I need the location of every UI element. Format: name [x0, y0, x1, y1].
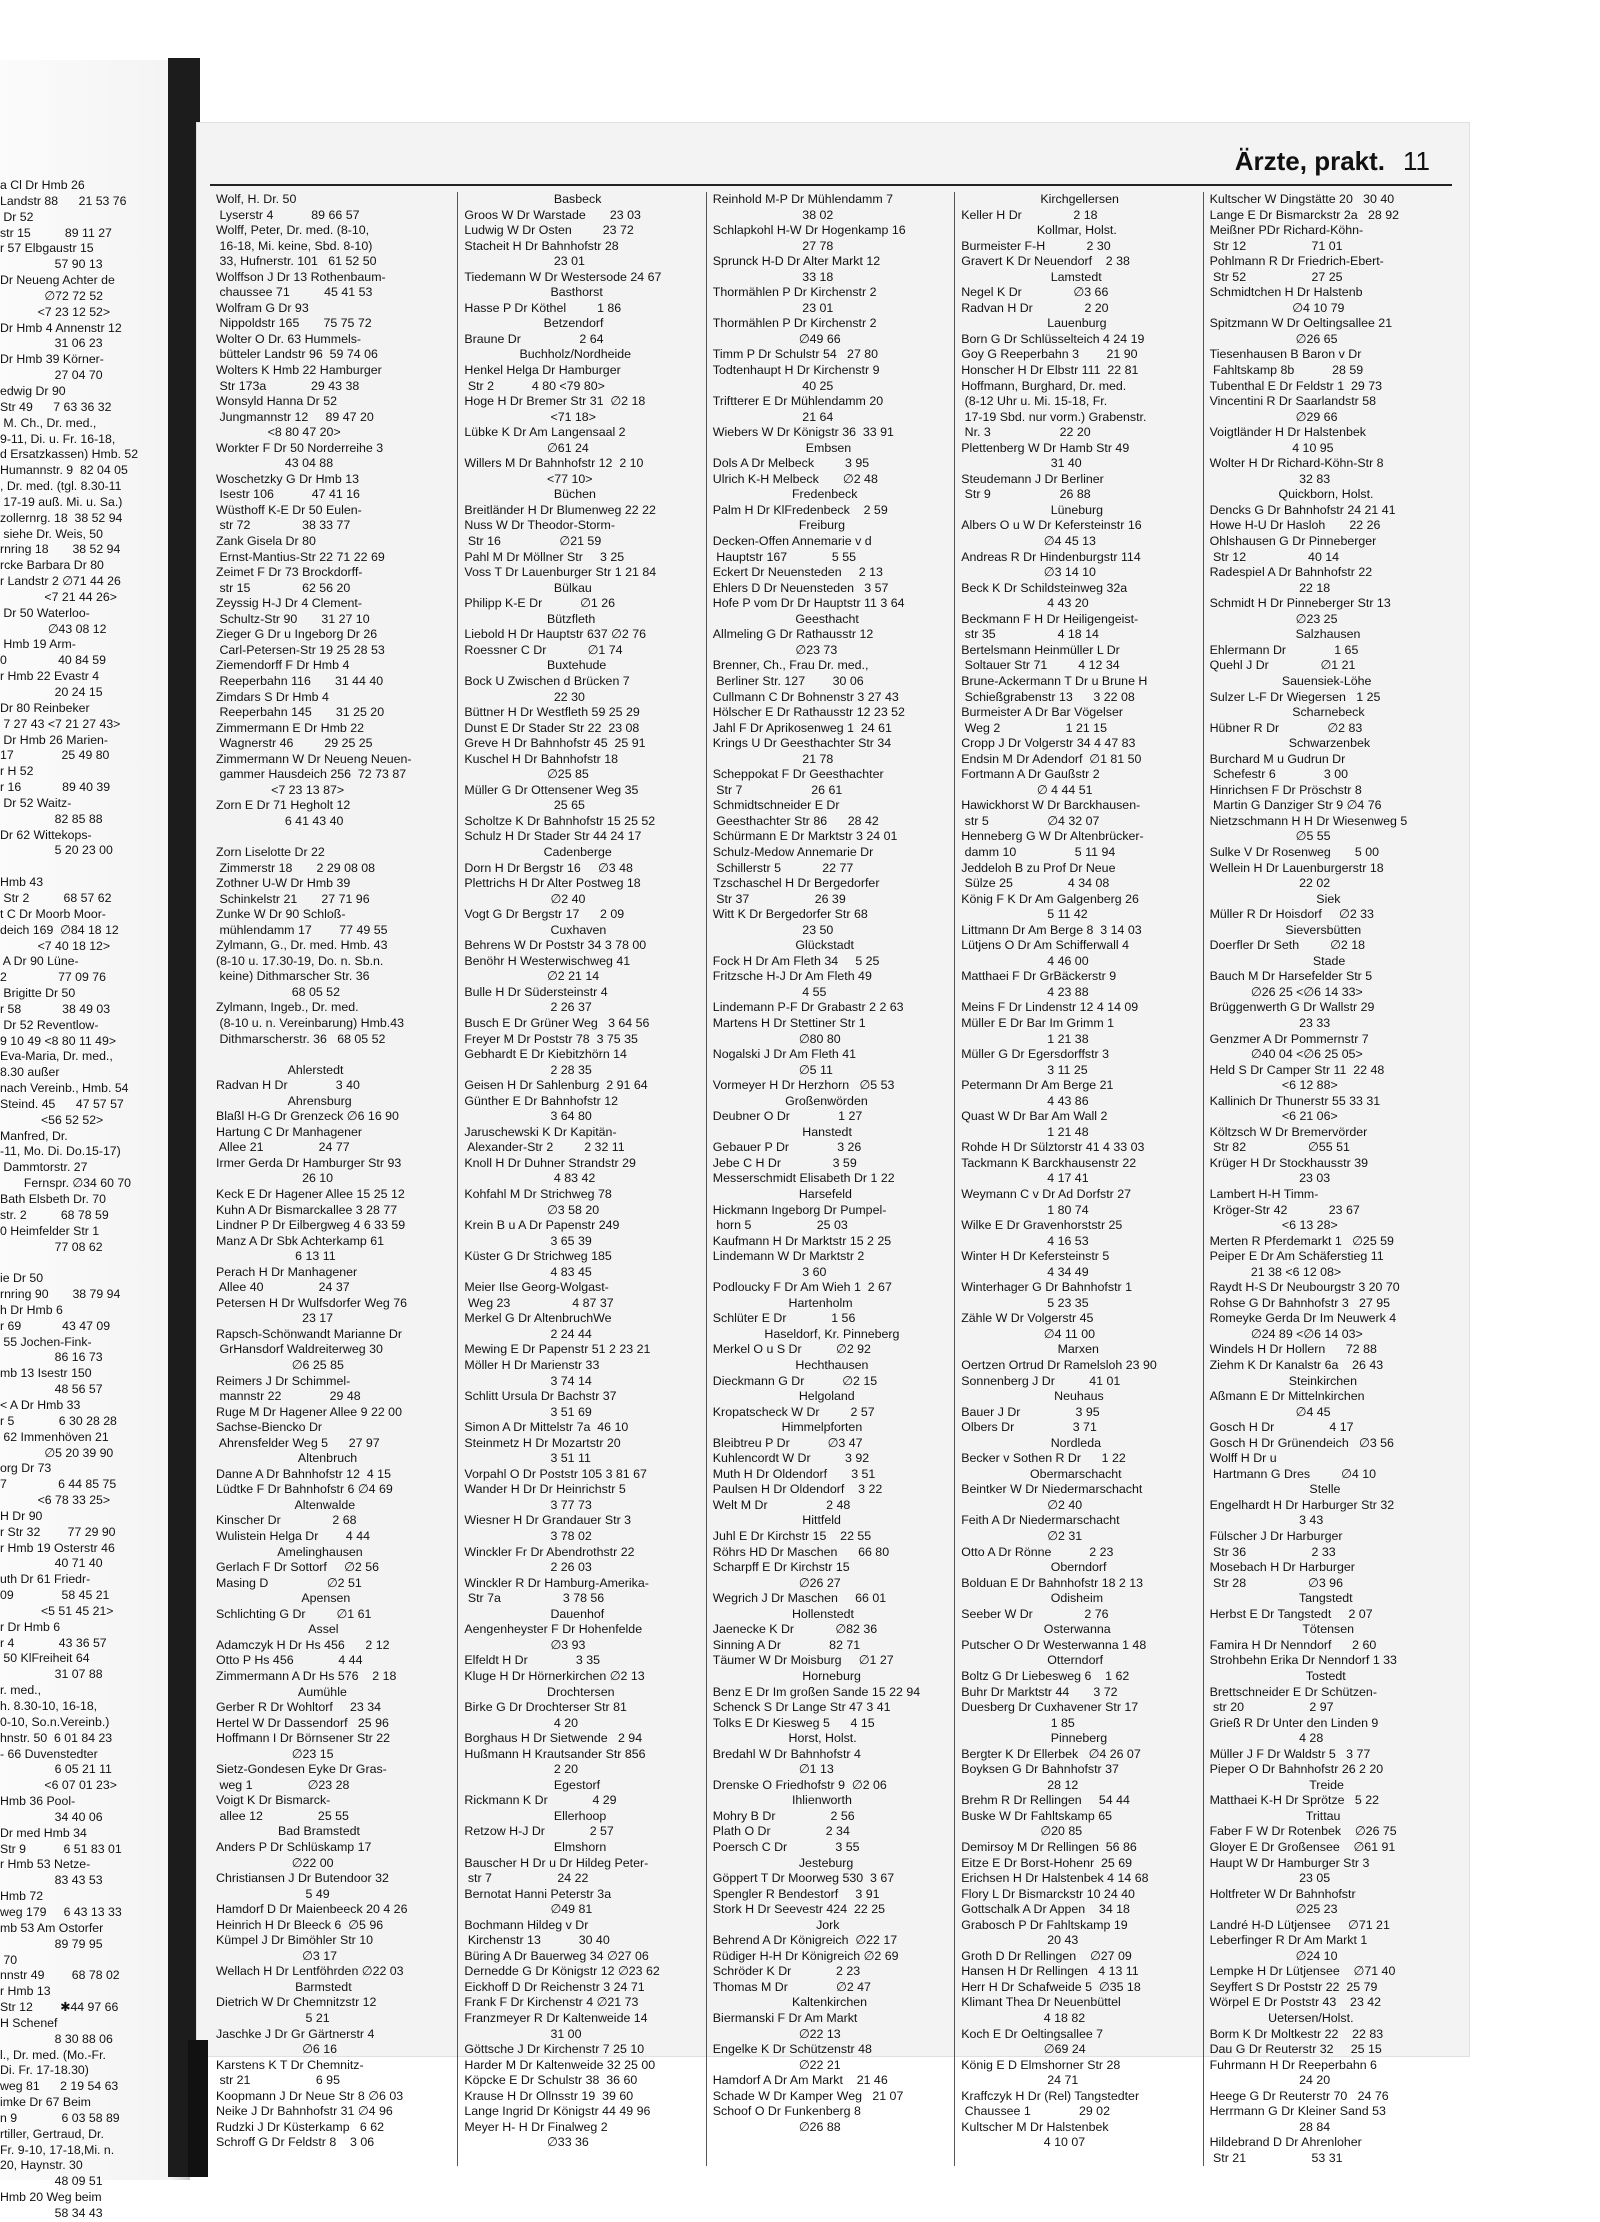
left-page-fragment — [0, 178, 180, 2220]
column-3 — [707, 192, 955, 2166]
column-4-text: Kirchgellersen Keller H Dr 2 18 Kollmar, Holst. Burmeister F-H 2 30 Gravert K Dr Neuendorf 2 38 Lamstedt Negel K Dr ∅3 66 Radvan H Dr 2 20 Lauenburg Born G Dr Schlüsselteich 4 24 19 Goy G Reeperbahn 3 21 90 Honscher H Dr Elbstr 111 22 81 Hoffmann, Burghard, Dr. med. (8-12 Uhr u. Mi. 15-18, Fr. 17-19 Sbd. nur vorm.) Grabenstr. Nr. 3 22 20 Plettenberg W Dr Hamb Str 49 31 40 Steudemann J Dr Berliner Str 9 26 88 Lüneburg Albers O u W Dr Kefersteinstr 16 ∅4 45 13 Andreas R Dr Hindenburgstr 114 ∅3 14 10 Beck K Dr Schildsteinweg 32a 4 43 20 Beckmann F H Dr Heiligengeist- str 35 4 18 14 Bertelsmann Heinmüller L Dr Soltauer Str 71 4 12 34 Brune-Ackermann T Dr u Brune H Schießgrabenstr 13 3 22 08 Burmeister A Dr Bar Vögelser Weg 2 1 21 15 Cropp J Dr Volgerstr 34 4 47 83 Endsin M Dr Adendorf ∅1 81 50 Fortmann A Dr Gaußstr 2 ∅ 4 44 51 Hawickhorst W Dr Barckhausen- str 5 ∅4 32 07 Henneberg G W Dr Altenbrücker- damm 10 5 11 94 Jeddeloh B zu Prof Dr Neue Sülze 25 4 34 08 König F K Dr Am Galgenberg 26 5 11 42 Littmann Dr Am Berge 8 3 14 03 Lütjens O Dr Am Schifferwall 4 4 46 00 Matthaei F Dr GrBäckerstr 9 4 23 88 Meins F Dr Lindenstr 12 4 14 09 Müller E Dr Bar Im Grimm 1 1 21 38 Müller G Dr Egersdorffstr 3 3 11 25 Petermann Dr Am Berge 21 4 43 86 Quast W Dr Bar Am Wall 2 1 21 48 Rohde H Dr Sülztorstr 41 4 33 03 Tackmann K Barckhausenstr 22 4 17 41 Weymann C v Dr Ad Dorfstr 27 1 80 74 Wilke E Dr Gravenhorststr 25 4 16 53 Winter H Dr Kefersteinstr 5 4 34 49 Winterhager G Dr Bahnhofstr 1 5 23 35 Zähle W Dr Volgerstr 45 ∅4 11 00 Marxen Oertzen Ortrud Dr Ramelsloh 23 90 Sonnenberg J Dr 41 01 Neuhaus Bauer J Dr 3 95 Olbers Dr 3 71 Nordleda Becker v Sothen R Dr 1 22 Obermarschacht Beintker W Dr Niedermarschacht ∅2 40 Feith A Dr Niedermarschacht ∅2 31 Otto A Dr Rönne 2 23 Oberndorf Bolduan E Dr Bahnhofstr 18 2 13 Odisheim Seeber W Dr 2 76 Osterwanna Putscher O Dr Westerwanna 1 48 Otterndorf Boltz G Dr Liebesweg 6 1 62 Buhr Dr Marktstr 44 3 72 Duesberg Dr Cuxhavener Str 17 1 85 Pinneberg Bergter K Dr Ellerbek ∅4 26 07 Boyksen G Dr Bahnhofstr 37 28 12 Brehm R Dr Rellingen 54 44 Buske W Dr Fahltskamp 65 ∅20 85 Demirsoy M Dr Rellingen 56 86 Eitze E Dr Borst-Hohenr 25 69 Erichsen H Dr Halstenbek 4 14 68 Flory L Dr Bismarckstr 10 24 40 Gottschalk A Dr Appen 34 18 Grabosch P Dr Fahltskamp 19 20 43 Groth D Dr Rellingen ∅27 09 Hansen H Dr Rellingen 4 13 11 Herr H Dr Schafweide 5 ∅35 18 Klimant Thea Dr Neuenbüttel 4 18 82 Koch E Dr Oeltingsallee 7 ∅69 24 König E D Elmshorner Str 28 24 71 Kraffczyk H Dr (Rel) Tangstedter Chaussee 1 29 02 Kultscher M Dr Halstenbek 4 10 07 — [961, 192, 1157, 2150]
listing-columns — [210, 192, 1452, 2165]
column-5-text: Kultscher W Dingstätte 20 30 40 Lange E Dr Bismarckstr 2a 28 92 Meißner PDr Richard-Köhn- Str 12 71 01 Pohlmann R Dr Friedrich-Ebert- Str 52 27 25 Schmidtchen H Dr Halstenb ∅4 10 79 Spitzmann W Dr Oeltingsallee 21 ∅26 65 Tiesenhausen B Baron v Dr Fahltskamp 8b 28 59 Tubenthal E Dr Feldstr 1 29 73 Vincentini R Dr Saarlandstr 58 ∅29 66 Voigtländer H Dr Halstenbek 4 10 95 Wolter H Dr Richard-Köhn-Str 8 32 83 Quickborn, Holst. Dencks G Dr Bahnhofstr 24 21 41 Howe H-U Dr Hasloh 22 26 Ohlshausen G Dr Pinneberger Str 12 40 14 Radespiel A Dr Bahnhofstr 22 22 18 Schmidt H Dr Pinneberger Str 13 ∅23 25 Salzhausen Ehlermann Dr 1 65 Quehl J Dr ∅1 21 Sauensiek-Löhe Sulzer L-F Dr Wiegersen 1 25 Scharnebeck Hübner R Dr ∅2 83 Schwarzenbek Burchard M u Gudrun Dr Schefestr 6 3 00 Hinrichsen F Dr Pröschstr 8 Martin G Danziger Str 9 ∅4 76 Nietzschmann H H Dr Wiesenweg 5 ∅5 55 Sulke V Dr Rosenweg 5 00 Wellein H Dr Lauenburgerstr 18 22 02 Siek Müller R Dr Hoisdorf ∅2 33 Sieversbütten Doerfler Dr Seth ∅2 18 Stade Bauch M Dr Harsefelder Str 5 ∅26 25 <∅6 14 33> Brüggenwerth G Dr Wallstr 29 23 33 Genzmer A Dr Pommernstr 7 ∅40 04 <∅6 25 05> Held S Dr Camper Str 11 22 48 <6 12 88> Kallinich Dr Thunerstr 55 33 31 <6 21 06> Költzsch W Dr Bremervörder Str 82 ∅55 51 Krüger H Dr Stockhausstr 39 23 03 Lambert H-H Timm- Kröger-Str 42 23 67 <6 13 28> Merten R Pferdemarkt 1 ∅25 59 Peiper E Dr Am Schäferstieg 11 21 38 <6 12 08> Raydt H-S Dr Neubourgstr 3 20 70 Rohse G Dr Bahnhofstr 3 27 95 Romeyke Gerda Dr Im Neuwerk 4 ∅24 89 <∅6 14 03> Windels H Dr Hollern 72 88 Ziehm K Dr Kanalstr 6a 26 43 Steinkirchen Aßmann E Dr Mittelnkirchen ∅4 45 Gosch H Dr 4 17 Gosch H Dr Grünendeich ∅3 56 Wolff H Dr u Hartmann G Dres ∅4 10 Stelle Engelhardt H Dr Harburger Str 32 3 43 Fülscher J Dr Harburger Str 36 2 33 Mosebach H Dr Harburger Str 28 ∅3 96 Tangstedt Herbst E Dr Tangstedt 2 07 Tötensen Famira H Dr Nenndorf 2 60 Strohbehn Erika Dr Nenndorf 1 33 Tostedt Brettschneider E Dr Schützen- str 20 2 97 Grieß R Dr Unter den Linden 9 4 28 Müller J F Dr Waldstr 5 3 77 Pieper O Dr Bahnhofstr 26 2 20 Treide Matthaei K-H Dr Sprötze 5 22 Trittau Faber F W Dr Rotenbek ∅26 75 Gloyer E Dr Großensee ∅61 91 Haupt W Dr Hamburger Str 3 23 05 Holtfreter W Dr Bahnhofstr ∅25 23 Landré H-D Lütjensee ∅71 21 Leberfinger R Dr Am Markt 1 ∅24 10 Lempke H Dr Lütjensee ∅71 40 Seyffert S Dr Poststr 22 25 79 Wörpel E Dr Poststr 43 23 42 Uetersen/Holst. Borm K Dr Moltkestr 22 22 83 Dau G Dr Reuterstr 32 25 15 Fuhrmann H Dr Reeperbahn 6 24 20 Heege G Dr Reuterstr 70 24 76 Herrmann G Dr Kleiner Sand 53 28 84 Hildebrand D Dr Ahrenloher Str 21 53 31 — [1209, 192, 1408, 2165]
binding-bottom-strip — [188, 2040, 208, 2177]
left-page-text: a Cl Dr Hmb 26 Landstr 88 21 53 76 Dr 52 str 15 89 11 27 r 57 Elbgaustr 15 57 90 13 Dr Neueng Achter de ∅72 72 52 <7 23 12 52> Dr Hmb 4 Annenstr 12 31 06 23 Dr Hmb 39 Körner- 27 04 70 edwig Dr 90 Str 49 7 63 36 32 M. Ch., Dr. med., 9-11, Di. u. Fr. 16-18, d Ersatzkassen) Hmb. 52 Humannstr. 9 82 04 05 , Dr. med. (tgl. 8.30-11 17-19 auß. Mi. u. Sa.) zollernrg. 18 38 52 94 siehe Dr. Weis, 50 rnring 18 38 52 94 rcke Barbara Dr 80 r Landstr 2 ∅71 44 26 <7 21 44 26> Dr 50 Waterloo- ∅43 08 12 Hmb 19 Arm- 0 40 84 59 r Hmb 22 Evastr 4 20 24 15 Dr 80 Reinbeker 7 27 43 <7 21 27 43> Dr Hmb 26 Marien- 17 25 49 80 r H 52 r 16 89 40 39 Dr 52 Waitz- 82 85 88 Dr 62 Wittekops- 5 20 23 00 Hmb 43 Str 2 68 57 62 t C Dr Moorb Moor- deich 169 ∅84 18 12 <7 40 18 12> A Dr 90 Lüne- 2 77 09 76 Brigitte Dr 50 r 58 38 49 03 Dr 52 Reventlow- 9 10 49 <8 80 11 49> Eva-Maria, Dr. med., 8.30 außer nach Vereinb., Hmb. 54 Steind. 45 47 57 57 <56 52 52> Manfred, Dr. -11, Mo. Di. Do.15-17) Dammtorstr. 27 Fernspr. ∅34 60 70 Bath Elsbeth Dr. 70 str. 2 68 78 59 0 Heimfelder Str 1 77 08 62 ie Dr 50 rnring 90 38 79 94 h Dr Hmb 6 r 69 43 47 09 55 Jochen-Fink- 86 16 73 mb 13 Isestr 150 48 56 57 < A Dr Hmb 33 r 5 6 30 28 28 62 Immenhöven 21 ∅5 20 39 90 org Dr 73 7 6 44 85 75 <6 78 33 25> H Dr 90 r Str 32 77 29 90 r Hmb 19 Osterstr 46 40 71 40 uth Dr 61 Friedr- 09 58 45 21 <5 51 45 21> r Dr Hmb 6 r 4 43 36 57 50 KlFreiheit 64 31 07 88 r. med., h. 8.30-10, 16-18, 0-10, So.n.Vereinb.) hnstr. 50 6 01 84 23 - 66 Duvenstedter 6 05 21 11 <6 07 01 23> Hmb 36 Pool- 34 40 06 Dr med Hmb 34 Str 9 6 51 83 01 r Hmb 53 Netze- 83 43 53 Hmb 72 weg 179 6 43 13 33 mb 53 Am Ostorfer 89 79 95 70 nnstr 49 68 78 02 r Hmb 13 Str 12 ✱44 97 66 H Schenef 8 30 88 06 l., Dr. med. (Mo.-Fr. Di. Fr. 17-18.30) weg 81 2 19 54 63 imke Dr 67 Beim n 9 6 03 58 89 rtiller, Gertraud, Dr. Fr. 9-10, 17-18,Mi. n. 20, Haynstr. 30 48 09 51 Hmb 20 Weg beim 58 34 43 — [0, 178, 139, 2220]
header-rule — [210, 184, 1452, 186]
page-number: 11 — [1403, 146, 1430, 176]
column-4 — [955, 192, 1203, 2166]
column-1 — [210, 192, 458, 2166]
column-5 — [1204, 192, 1452, 2166]
column-3-text: Reinhold M-P Dr Mühlendamm 7 38 02 Schlapkohl H-W Dr Hogenkamp 16 27 78 Sprunck H-D Dr Alter Markt 12 33 18 Thormählen P Dr Kirchenstr 2 23 01 Thormählen P Dr Kirchenstr 2 ∅49 66 Timm P Dr Schulstr 54 27 80 Todtenhaupt H Dr Kirchenstr 9 40 25 Triftterer E Dr Mühlendamm 20 21 64 Wiebers W Dr Königstr 36 33 91 Embsen Dols A Dr Melbeck 3 95 Ulrich K-H Melbeck ∅2 48 Fredenbeck Palm H Dr KlFredenbeck 2 59 Freiburg Decken-Offen Annemarie v d Hauptstr 167 5 55 Eckert Dr Neuensteden 2 13 Ehlers D Dr Neuensteden 3 57 Hofe P vom Dr Dr Hauptstr 11 3 64 Geesthacht Allmeling G Dr Rathausstr 12 ∅23 73 Brenner, Ch., Frau Dr. med., Berliner Str. 127 30 06 Cullmann C Dr Bohnenstr 3 27 43 Hölscher E Dr Rathausstr 12 23 52 Jahl F Dr Aprikosenweg 1 24 61 Krings U Dr Geesthachter Str 34 21 78 Scheppokat F Dr Geesthachter Str 7 26 61 Schmidtschneider E Dr Geesthachter Str 86 28 42 Schürmann E Dr Marktstr 3 24 01 Schulz-Medow Annemarie Dr Schillerstr 5 22 77 Tzschaschel H Dr Bergedorfer Str 37 26 39 Witt K Dr Bergedorfer Str 68 23 50 Glückstadt Fock H Dr Am Fleth 34 5 25 Fritzsche H-J Dr Am Fleth 49 4 55 Lindemann P-F Dr Grabastr 2 2 63 Martens H Dr Stettiner Str 1 ∅80 80 Nogalski J Dr Am Fleth 41 ∅5 11 Vormeyer H Dr Herzhorn ∅5 53 Großenwörden Deubner O Dr 1 27 Hanstedt Gebauer P Dr 3 26 Jebe C H Dr 3 59 Messerschmidt Elisabeth Dr 1 22 Harsefeld Hickmann Ingeborg Dr Pumpel- horn 5 25 03 Kaufmann H Dr Marktstr 15 2 25 Lindemann W Dr Marktstr 2 3 60 Podloucky F Dr Am Wieh 1 2 67 Hartenholm Schlüter E Dr 1 56 Haseldorf, Kr. Pinneberg Merkel O u S Dr ∅2 92 Hechthausen Dieckmann G Dr ∅2 15 Helgoland Kropatscheck W Dr 2 57 Himmelpforten Bleibtreu P Dr ∅3 47 Kuhlencordt W Dr 3 92 Muth H Dr Oldendorf 3 51 Paulsen H Dr Oldendorf 3 22 Welt M Dr 2 48 Hittfeld Juhl E Dr Kirchstr 15 22 55 Röhrs HD Dr Maschen 66 80 Scharpff E Dr Kirchstr 15 ∅26 27 Wegrich J Dr Maschen 66 01 Hollenstedt Jaenecke K Dr ∅82 36 Sinning A Dr 82 71 Täumer W Dr Moisburg ∅1 27 Horneburg Benz E Dr Im großen Sande 15 22 94 Schenck S Dr Lange Str 47 3 41 Tolks E Dr Kiesweg 5 4 15 Horst, Holst. Bredahl W Dr Bahnhofstr 4 ∅1 13 Drenske O Friedhofstr 9 ∅2 06 Ihlienworth Mohry B Dr 2 56 Plath O Dr 2 34 Poersch C Dr 3 55 Jesteburg Göppert T Dr Moorweg 530 3 67 Spengler R Bendestorf 3 91 Stork H Dr Seevestr 424 22 25 Jork Behrend A Dr Königreich ∅22 17 Rüdiger H-H Dr Königreich ∅2 69 Schröder K Dr 2 23 Thomas M Dr ∅2 47 Kaltenkirchen Biermanski F Dr Am Markt ∅22 13 Engelke K Dr Schützenstr 48 ∅22 21 Hamdorf A Dr Am Markt 21 46 Schade W Dr Kamper Weg 21 07 Schoof O Dr Funkenberg 8 ∅26 88 — [712, 192, 921, 2134]
column-2 — [458, 192, 706, 2166]
page-header — [1235, 146, 1430, 177]
page-title: Ärzte, prakt. — [1234, 146, 1385, 176]
column-1-text: Wolf, H. Dr. 50 Lyserstr 4 89 66 57 Wolff, Peter, Dr. med. (8-10, 16-18, Mi. keine, Sbd. 8-10) 33, Hufnerstr. 101 61 52 50 Wolffson J Dr 13 Rothenbaum- chaussee 71 45 41 53 Wolfram G Dr 93 Nippoldstr 165 75 75 72 Wolter O Dr. 63 Hummels- bütteler Landstr 96 59 74 06 Wolters K Hmb 22 Hamburger Str 173a 29 43 38 Wonsyld Hanna Dr 52 Jungmannstr 12 89 47 20 <8 80 47 20> Workter F Dr 50 Norderreihe 3 43 04 88 Woschetzky G Dr Hmb 13 Isestr 106 47 41 16 Wüsthoff K-E Dr 50 Eulen- str 72 38 33 77 Zank Gisela Dr 80 Ernst-Mantius-Str 22 71 22 69 Zeimet F Dr 73 Brockdorff- str 15 62 56 20 Zeyssig H-J Dr 4 Clement- Schultz-Str 90 31 27 10 Zieger G Dr u Ingeborg Dr 26 Carl-Petersen-Str 19 25 28 53 Ziemendorff F Dr Hmb 4 Reeperbahn 116 31 44 40 Zimdars S Dr Hmb 4 Reeperbahn 145 31 25 20 Zimmermann E Dr Hmb 22 Wagnerstr 46 29 25 25 Zimmermann W Dr Neueng Neuen- gammer Hausdeich 256 72 73 87 <7 23 13 87> Zorn E Dr 71 Hegholt 12 6 41 43 40 Zorn Liselotte Dr 22 Zimmerstr 18 2 29 08 08 Zothner U-W Dr Hmb 39 Schinkelstr 21 27 71 96 Zunke W Dr 90 Schloß- mühlendamm 17 77 49 55 Zylmann, G., Dr. med. Hmb. 43 (8-10 u. 17.30-19, Do. n. Sb.n. keine) Dithmarscher Str. 36 68 05 52 Zylmann, Ingeb., Dr. med. (8-10 u. n. Vereinbarung) Hmb.43 Dithmarscherstr. 36 68 05 52 Ahlerstedt Radvan H Dr 3 40 Ahrensburg Blaßl H-G Dr Grenzeck ∅6 16 90 Hartung C Dr Manhagener Allee 21 24 77 Irmer Gerda Dr Hamburger Str 93 26 10 Keck E Dr Hagener Allee 15 25 12 Kuhn A Dr Bismarckallee 3 28 77 Lindner P Dr Eilbergweg 4 6 33 59 Manz A Dr Sbk Achterkamp 61 6 13 11 Perach H Dr Manhagener Allee 40 24 37 Petersen H Dr Wulfsdorfer Weg 76 23 17 Rapsch-Schönwandt Marianne Dr GrHansdorf Waldreiterweg 30 ∅6 25 85 Reimers J Dr Schimmel- mannstr 22 29 48 Ruge M Dr Hagener Allee 9 22 00 Sachse-Biencko Dr Ahrensfelder Weg 5 27 97 Altenbruch Danne A Dr Bahnhofstr 12 4 15 Lüdtke F Dr Bahnhofstr 6 ∅4 69 Altenwalde Kinscher Dr 2 68 Wulistein Helga Dr 4 44 Amelinghausen Gerlach F Dr Sottorf ∅2 56 Masing D ∅2 51 Apensen Schlichting G Dr ∅1 61 Assel Adamczyk H Dr Hs 456 2 12 Otto P Hs 456 4 44 Zimmermann A Dr Hs 576 2 18 Aumühle Gerber R Dr Wohltorf 23 34 Hertel W Dr Dassendorf 25 96 Hoffmann I Dr Börnsener Str 22 ∅23 15 Sietz-Gondesen Eyke Dr Gras- weg 1 ∅23 28 Voigt K Dr Bismarck- allee 12 25 55 Bad Bramstedt Anders P Dr Schlüskamp 17 ∅22 00 Christiansen J Dr Butendoor 32 5 49 Hamdorf D Dr Maienbeeck 20 4 26 Heinrich H Dr Bleeck 6 ∅5 96 Kümpel J Dr Bimöhler Str 10 ∅3 17 Wellach H Dr Lentföhrden ∅22 03 Barmstedt Dietrich W Dr Chemnitzstr 12 5 21 Jaschke J Dr Gr Gärtnerstr 4 ∅6 16 Karstens K T Dr Chemnitz- str 21 6 95 Koopmann J Dr Neue Str 8 ∅6 03 Neike J Dr Bahnhofstr 31 ∅4 96 Rudzki J Dr Küsterkamp 6 62 Schroff G Dr Feldstr 8 3 06 — [216, 192, 412, 2150]
column-2-text: Basbeck Groos W Dr Warstade 23 03 Ludwig W Dr Osten 23 72 Stacheit H Dr Bahnhofstr 28 23 01 Tiedemann W Dr Westersode 24 67 Basthorst Hasse P Dr Köthel 1 86 Betzendorf Braune Dr 2 64 Buchholz/Nordheide Henkel Helga Dr Hamburger Str 2 4 80 <79 80> Hoge H Dr Bremer Str 31 ∅2 18 <71 18> Lübke K Dr Am Langensaal 2 ∅61 24 Willers M Dr Bahnhofstr 12 2 10 <77 10> Büchen Breitländer H Dr Blumenweg 22 22 Nuss W Dr Theodor-Storm- Str 16 ∅21 59 Pahl M Dr Möllner Str 3 25 Voss T Dr Lauenburger Str 1 21 84 Bülkau Philipp K-E Dr ∅1 26 Bützfleth Liebold H Dr Hauptstr 637 ∅2 76 Roessner C Dr ∅1 74 Buxtehude Bock U Zwischen d Brücken 7 22 30 Büttner H Dr Westfleth 59 25 29 Dunst E Dr Stader Str 22 23 08 Greve H Dr Bahnhofstr 45 25 91 Kuschel H Dr Bahnhofstr 18 ∅25 85 Müller G Dr Ottensener Weg 35 25 65 Scholtze K Dr Bahnhofstr 15 25 52 Schulz H Dr Stader Str 44 24 17 Cadenberge Dorn H Dr Bergstr 16 ∅3 48 Plettrichs H Dr Alter Postweg 18 ∅2 40 Vogt G Dr Bergstr 17 2 09 Cuxhaven Behrens W Dr Poststr 34 3 78 00 Benöhr H Westerwischweg 41 ∅2 21 14 Bulle H Dr Südersteinstr 4 2 26 37 Busch E Dr Grüner Weg 3 64 56 Freyer M Dr Poststr 78 3 75 35 Gebhardt E Dr Kiebitzhörn 14 2 28 35 Geisen H Dr Sahlenburg 2 91 64 Günther E Dr Bahnhofstr 12 3 64 80 Jaruschewski K Dr Kapitän- Alexander-Str 2 2 32 11 Knoll H Dr Duhner Strandstr 29 4 83 42 Kohfahl M Dr Strichweg 78 ∅3 58 20 Krein B u A Dr Papenstr 249 3 65 39 Küster G Dr Strichweg 185 4 83 45 Meier Ilse Georg-Wolgast- Weg 23 4 87 37 Merkel G Dr AltenbruchWe 2 24 44 Mewing E Dr Papenstr 51 2 23 21 Möller H Dr Marienstr 33 3 74 14 Schlitt Ursula Dr Bachstr 37 3 51 69 Simon A Dr Mittelstr 7a 46 10 Steinmetz H Dr Mozartstr 20 3 51 11 Vorpahl O Dr Poststr 105 3 81 67 Wander H Dr Dr Heinrichstr 5 3 77 73 Wiesner H Dr Grandauer Str 3 3 78 02 Winckler Fr Dr Abendrothstr 22 2 26 03 Winckler R Dr Hamburg-Amerika- Str 7a 3 78 56 Dauenhof Aengenheyster F Dr Hohenfelde ∅3 93 Elfeldt H Dr 3 35 Kluge H Dr Hörnerkirchen ∅2 13 Drochtersen Birke G Dr Drochterser Str 81 4 20 Borghaus H Dr Sietwende 2 94 Hußmann H Krautsander Str 856 2 20 Egestorf Rickmann K Dr 4 29 Ellerhoop Retzow H-J Dr 2 57 Elmshorn Bauscher H Dr u Dr Hildeg Peter- str 7 24 22 Bernotat Hanni Peterstr 3a ∅49 81 Bochmann Hildeg v Dr Kirchenstr 13 30 40 Büring A Dr Bauerweg 34 ∅27 06 Dernedde G Dr Königstr 12 ∅23 62 Eickhoff D Dr Reichenstr 3 24 71 Frank F Dr Kirchenstr 4 ∅21 73 Franzmeyer R Dr Kaltenweide 14 31 00 Göttsche J Dr Kirchenstr 7 25 10 Harder M Dr Kaltenweide 32 25 00 Köpcke E Dr Schulstr 38 36 60 Krause H Dr Ollnsstr 19 39 60 Lange Ingrid Dr Königstr 44 49 96 Meyer H- H Dr Finalweg 2 ∅33 36 — [464, 192, 662, 2150]
directory-page — [196, 122, 1470, 2165]
